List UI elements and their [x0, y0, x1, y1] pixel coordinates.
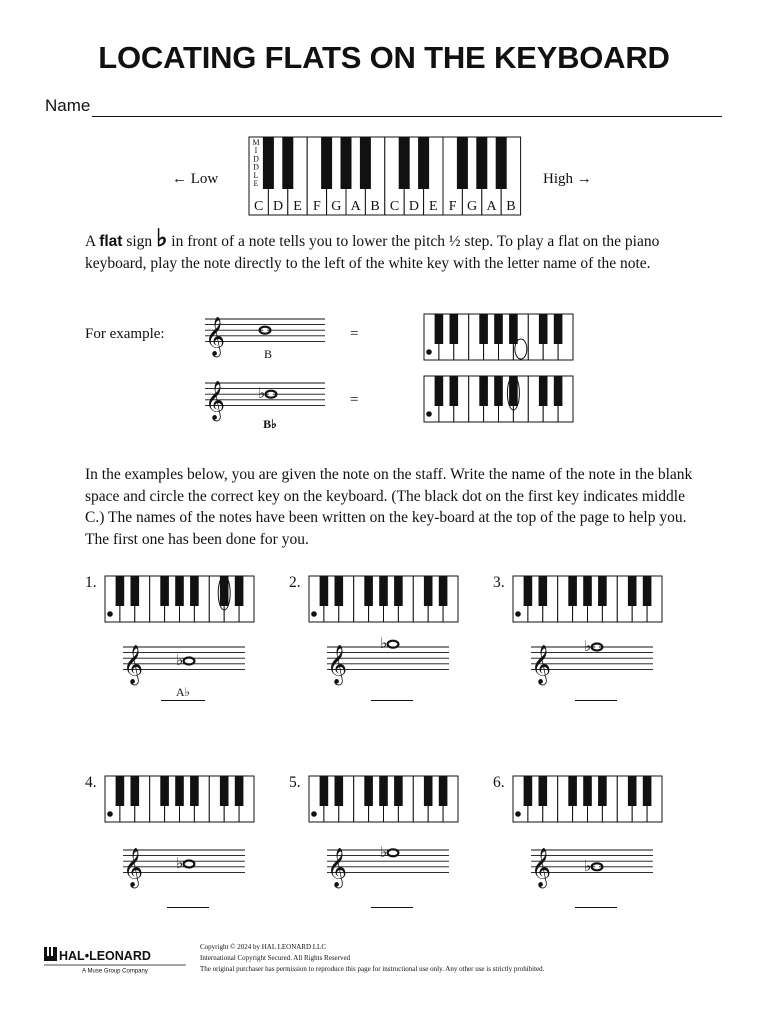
- exercise-staff: [327, 637, 449, 689]
- name-label: Name: [45, 96, 91, 115]
- answer-blank[interactable]: [161, 700, 205, 701]
- treble-clef-icon: 𝄞: [531, 847, 552, 888]
- answer-blank[interactable]: [167, 907, 209, 908]
- svg-text:A Muse Group Company: A Muse Group Company: [82, 968, 148, 975]
- svg-text:F: F: [313, 199, 321, 214]
- exercise-keyboard[interactable]: [104, 575, 256, 623]
- exercise-keyboard[interactable]: [512, 575, 664, 623]
- svg-text:F: F: [448, 199, 457, 214]
- answer-text: A♭: [175, 685, 191, 699]
- exercise-5: [289, 774, 479, 924]
- treble-clef-icon: 𝄞: [123, 847, 144, 888]
- treble-clef-icon: 𝄞: [327, 644, 348, 685]
- example-keyboard-b: [423, 313, 575, 361]
- exercise-number: 4.: [85, 774, 97, 791]
- svg-text:G: G: [331, 199, 342, 214]
- black-key: [476, 137, 487, 189]
- black-key: [282, 137, 293, 189]
- flat-sign-icon: ♭: [156, 226, 168, 252]
- flat-sign-icon: ♭: [176, 651, 184, 669]
- name-field[interactable]: [92, 116, 722, 117]
- page-title: LOCATING FLATS ON THE KEYBOARD: [98, 40, 670, 75]
- middle-c-label: I: [254, 146, 258, 156]
- treble-clef-icon: 𝄞: [205, 380, 226, 421]
- flat-sign-icon: ♭: [380, 637, 388, 653]
- black-key: [360, 137, 371, 189]
- black-key: [496, 137, 507, 189]
- exercise-4: [85, 774, 275, 924]
- svg-text:G: G: [467, 199, 478, 214]
- flat-sign-icon: ♭: [380, 842, 388, 861]
- equals-sign: =: [350, 326, 359, 342]
- middle-c-label: E: [253, 179, 259, 188]
- exercise-number: 5.: [289, 774, 301, 791]
- answer-blank[interactable]: [371, 700, 413, 701]
- equals-sign-2: =: [350, 392, 359, 408]
- svg-text:E: E: [293, 199, 302, 214]
- example-label: For example:: [85, 326, 165, 342]
- middle-c-label: L: [253, 170, 259, 180]
- svg-text:HAL•LEONARD: HAL•LEONARD: [59, 949, 151, 963]
- middle-c-label: D: [253, 154, 259, 164]
- example-note-b-label: B: [263, 347, 272, 361]
- hal-leonard-logo: [44, 945, 194, 975]
- middle-c-dot: [426, 411, 432, 417]
- treble-clef-icon: 𝄞: [205, 316, 226, 357]
- svg-text:D: D: [273, 199, 284, 214]
- exercise-keyboard[interactable]: [308, 575, 460, 623]
- exercise-keyboard[interactable]: [104, 775, 256, 823]
- whole-note-icon: [184, 861, 195, 868]
- flat-sign-icon: ♭: [176, 854, 184, 872]
- exercise-number: 6.: [493, 774, 505, 791]
- svg-text:C: C: [254, 199, 264, 214]
- answer-blank[interactable]: [371, 907, 413, 908]
- treble-clef-icon: 𝄞: [327, 847, 348, 888]
- svg-text:B: B: [370, 199, 380, 214]
- flat-sign-icon: ♭: [584, 856, 592, 875]
- svg-text:A: A: [350, 199, 361, 214]
- flat-word: flat: [99, 233, 123, 250]
- low-label: ← Low: [172, 171, 219, 187]
- exercise-1: [85, 574, 275, 724]
- treble-clef-icon: 𝄞: [531, 644, 552, 685]
- black-key: [399, 137, 410, 189]
- flat-sign-icon: ♭: [258, 384, 266, 403]
- example-staff-bflat: [205, 373, 325, 423]
- example-note-bflat-label: B♭: [263, 417, 277, 431]
- exercise-number: 2.: [289, 574, 301, 591]
- exercise-staff: [327, 840, 449, 892]
- instructions-paragraph: In the examples below, you are given the note on the staff. Write the name of the note in the blank space and circle the correct key on the keyboard. (The black dot on the first key indicates middle C.) The names of the notes have been written on the key-board at the top of the page to help you. The first one has been done for you.: [85, 466, 693, 548]
- intro-paragraph: A flat sign ♭ in front of a note tells you to lower the pitch ½ step. To play a flat on the piano keyboard, play the note directly to the left of the white key with the letter name of the note.: [85, 226, 660, 272]
- whole-note-icon: [388, 641, 399, 648]
- high-label: High →: [543, 171, 592, 187]
- middle-c-dot: [515, 611, 521, 617]
- black-key: [418, 137, 429, 189]
- black-key: [321, 137, 332, 189]
- middle-c-label: D: [253, 162, 259, 172]
- flat-sign-icon: ♭: [584, 637, 592, 655]
- middle-c-dot: [311, 811, 317, 817]
- black-key: [457, 137, 468, 189]
- middle-c-dot: [515, 811, 521, 817]
- black-key: [263, 137, 274, 189]
- footer-copyright: Copyright © 2024 by HAL LEONARD LLC International Copyright Secured. All Rights Reserved The original purchaser has permission to reproduce this page for instructional use only. Any other use is strictly prohibited.: [200, 943, 545, 973]
- svg-text:D: D: [408, 199, 419, 214]
- exercise-staff: [123, 637, 245, 689]
- whole-note-icon: [184, 658, 195, 665]
- exercise-staff: [531, 637, 653, 689]
- exercise-6: [493, 774, 683, 924]
- middle-c-dot: [107, 811, 113, 817]
- exercise-keyboard[interactable]: [512, 775, 664, 823]
- treble-clef-icon: 𝄞: [123, 644, 144, 685]
- example-keyboard-bflat: [423, 375, 575, 423]
- middle-c-dot: [107, 611, 113, 617]
- exercise-2: [289, 574, 479, 724]
- answer-blank[interactable]: [575, 907, 617, 908]
- exercise-staff: [123, 840, 245, 892]
- middle-c-dot: [311, 611, 317, 617]
- svg-text:B: B: [506, 199, 516, 214]
- whole-note-icon: [388, 849, 399, 856]
- middle-c-label: M: [252, 138, 260, 147]
- svg-text:E: E: [429, 199, 438, 214]
- svg-text:C: C: [389, 199, 400, 214]
- svg-text:A: A: [486, 199, 497, 214]
- exercise-number: 1.: [85, 574, 97, 591]
- answer-blank[interactable]: [575, 700, 617, 701]
- black-key: [341, 137, 352, 189]
- middle-c-dot: [426, 349, 432, 355]
- exercise-number: 3.: [493, 574, 505, 591]
- reference-keyboard: [248, 136, 524, 216]
- exercise-staff: [531, 840, 653, 892]
- exercise-3: [493, 574, 683, 724]
- exercise-keyboard[interactable]: [308, 775, 460, 823]
